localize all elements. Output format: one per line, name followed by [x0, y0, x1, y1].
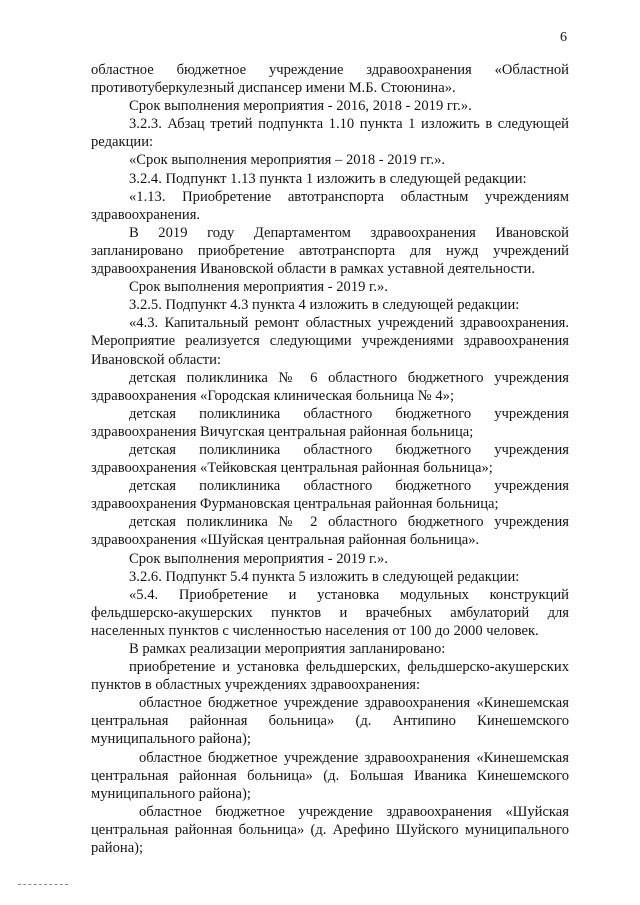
list-item: детская поликлиника № 2 областного бюджетного учреждения здравоохранения «Шуйская центральная районная больница».	[91, 514, 569, 549]
list-item: областное бюджетное учреждение здравоохранения «Кинешемская центральная районная больница» (д. Большая Иваника Кинешемского муниципального района);	[91, 749, 569, 802]
list-item: детская поликлиника № 6 областного бюджетного учреждения здравоохранения «Городская клиническая больница № 4»;	[91, 369, 569, 404]
document-body	[91, 61, 569, 857]
paragraph: приобретение и установка фельдшерских, фельдшерско-акушерских пунктов в областных учреждениях здравоохранения:	[91, 659, 569, 694]
paragraph: «Срок выполнения мероприятия – 2018 - 2019 гг.».	[129, 152, 446, 169]
paragraph: «4.3. Капитальный ремонт областных учреждений здравоохранения. Мероприятие реализуется следующими учреждениями здравоохранения Ивановской области:	[91, 315, 569, 368]
paragraph: 3.2.5. Подпункт 4.3 пункта 4 изложить в следующей редакции:	[129, 297, 520, 314]
paragraph: «1.13. Приобретение автотранспорта областным учреждениям здравоохранения.	[91, 188, 569, 223]
paragraph: 3.2.4. Подпункт 1.13 пункта 1 изложить в следующей редакции:	[129, 170, 527, 187]
paragraph: В рамках реализации мероприятия запланировано:	[129, 641, 446, 657]
paragraph: Срок выполнения мероприятия - 2019 г.».	[129, 279, 388, 296]
list-item: детская поликлиника областного бюджетного учреждения здравоохранения Фурмановская центральная районная больница;	[91, 478, 569, 513]
paragraph: В 2019 году Департаментом здравоохранения Ивановской запланировано приобретение автотранспорта для нужд учреждений здравоохранения Ивановской области в рамках уставной деятельности.	[91, 224, 569, 278]
list-item: областное бюджетное учреждение здравоохранения «Кинешемская центральная районная больница» (д. Антипино Кинешемского муниципального района);	[91, 695, 569, 748]
page-number: 6	[560, 30, 567, 45]
paragraph: 3.2.3. Абзац третий подпункта 1.10 пункта 1 изложить в следующей редакции:	[91, 116, 569, 151]
paragraph: 3.2.6. Подпункт 5.4 пункта 5 изложить в следующей редакции:	[129, 568, 520, 585]
scan-artifact-line	[18, 884, 68, 887]
list-item: детская поликлиника областного бюджетного учреждения здравоохранения «Тейковская центральная районная больница»;	[91, 441, 569, 477]
paragraph: Срок выполнения мероприятия - 2019 г.».	[129, 550, 388, 567]
paragraph: Срок выполнения мероприятия - 2016, 2018 - 2019 гг.».	[129, 98, 472, 115]
list-item: областное бюджетное учреждение здравоохранения «Шуйская центральная районная больница» (д. Арефино Шуйского муниципального района);	[91, 803, 569, 857]
paragraph: областное бюджетное учреждение здравоохранения «Областной противотуберкулезный диспансер имени М.Б. Стоюнина».	[91, 62, 569, 97]
list-item: детская поликлиника областного бюджетного учреждения здравоохранения Вичугская центральная районная больница;	[91, 405, 569, 440]
paragraph: «5.4. Приобретение и установка модульных конструкций фельдшерско-акушерских пунктов и врачебных амбулаторий для населенных пунктов с численностью населения от 100 до 2000 человек.	[91, 586, 569, 639]
